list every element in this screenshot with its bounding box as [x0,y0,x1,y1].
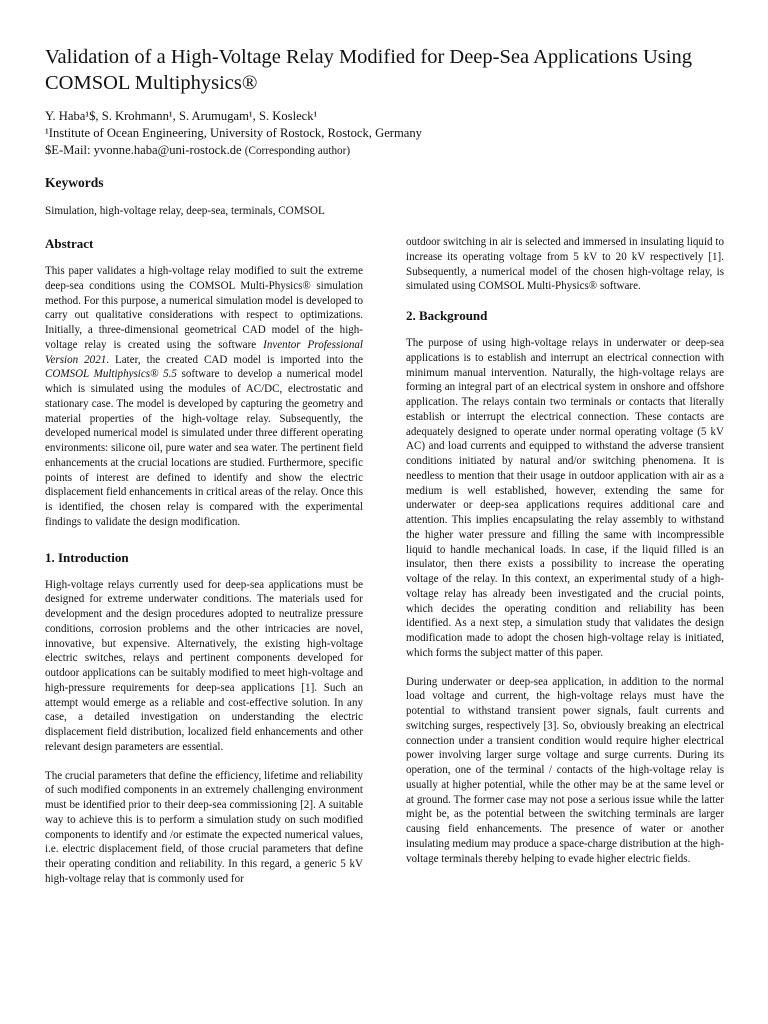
introduction-paragraph-2: The crucial parameters that define the efficiency, lifetime and reliability of such modified components in an extremely challenging environment must be identified prior to their deep-sea commissioning [2]. A suitable way to achieve this is to perform a simulation study on such modified components to identify and /or estimate the expected numerical values, i.e. electric displacement field, of those crucial parameters that define their operating condition and reliability. In this regard, a generic 5 kV high-voltage relay that is commonly used for [45,769,363,885]
abstract-software-2: COMSOL Multiphysics® 5.5 [45,368,177,381]
background-paragraph-2: During underwater or deep-sea application, in addition to the normal load voltage and current, the high-voltage relays must have the potential to withstand transient power signals, fault currents and switching surges, respectively [3]. So, obviously breaking an electrical connection under a transient condition would require higher electrical power involving larger surge voltage and surge currents. During its operation, one of the terminal / contacts of the high-voltage relay is usually at higher potential, while the other may be at the same level or at ground. The former case may not pose a serious issue while the latter might be, as the potential between the switching terminals are larger causing field enhancements. The presence of water or another insulating medium may produce a space-charge distribution at the high-voltage terminals thereby helping to evade higher electric fields. [406,675,724,865]
abstract-text-3: software to develop a numerical model which is simulated using the modules of AC/DC, electrostatic and stationary case. The model is developed by capturing the geometry and material properties of the high-voltage relay. Subsequently, the developed numerical model is simulated under three different operating environments: silicone oil, pure water and sea water. The pertinent field enhancements at the crucial locations are studied. Furthermore, specific points of interest are defined to identify and show the electric displacement field enhancements in critical areas of the relay. Once this is identified, the chosen relay is compared with the experimental findings to validate the design modification. [45,368,363,528]
introduction-paragraph-1: High-voltage relays currently used for deep-sea applications must be designed for extreme underwater conditions. The materials used for development and the design procedures adopted to neutralize pressure conditions, corrosion problems and the other intricacies are novel, innovative, but expensive. Alternatively, the existing high-voltage electric switches, relays and pertinent components developed for outdoor applications can be suitably modified to meet high-voltage and high-pressure requirements for deep-sea applications [1]. Such an attempt would emerge as a reliable and cost-effective solution. In any case, a detailed investigation on understanding the electric displacement field distribution, localized field enhancements and other relevant design parameters are essential. [45,578,363,753]
keywords-heading: Keywords [45,175,104,190]
corresponding-email [45,142,422,160]
paper-title: Validation of a High-Voltage Relay Modified for Deep-Sea Applications Using COMSOL Multiphysics® [45,46,692,94]
left-column [45,236,363,901]
email-note: (Corresponding author) [244,145,351,157]
abstract-software-1: Inventor Professional Version 2021 [45,338,363,366]
affiliation: ¹Institute of Ocean Engineering, University of Rostock, Rostock, Germany [45,126,422,140]
email-text: $E-Mail: yvonne.haba@uni-rostock.de [45,143,242,157]
background-heading: 2. Background [406,308,488,323]
abstract-paragraph [45,264,363,530]
introduction-paragraph-2-continued: outdoor switching in air is selected and immersed in insulating liquid to increase its operating voltage from 5 kV to 20 kV respectively [1]. Subsequently, a numerical model of the chosen high-voltage relay, is simulated using COMSOL Multi-Physics® software. [406,236,724,293]
abstract-text-2: . Later, the created CAD model is imported into the [106,353,363,366]
abstract-heading: Abstract [45,236,94,251]
right-column [406,235,724,880]
keywords-text: Simulation, high-voltage relay, deep-sea, terminals, COMSOL [45,205,325,217]
abstract-text-1: This paper validates a high-voltage relay modified to suit the extreme deep-sea conditions using the COMSOL Multi-Physics® simulation method. For this purpose, a numerical simulation model is developed to carry out qualitative considerations with respect to optimizations. Initially, a three-dimensional geometrical CAD model of the high-voltage relay is created using the software [45,265,363,351]
background-paragraph-1: The purpose of using high-voltage relays in underwater or deep-sea applications is to establish and interrupt an electrical connection with minimum manual intervention. Naturally, the high-voltage relays are forming an integral part of an electrical system in onshore and offshore application. The relays contain two terminals or contacts that literally establish or interrupt the electrical connection. These contacts are adequately designed to operate under normal operating voltage (5 kV AC) and load currents and equipped to withstand the adverse transient conditions initiated by natural and/or switching phenomena. It is needless to mention that their usage in outdoor application with air as a medium is well established, however, extending the same for underwater or deep-sea applications requires additional care and attention. This implies encapsulating the relay assembly to withstand the higher water pressure and filling the same with incompressible liquid to handle mechanical loads. In case, if the liquid filled is an insulator, then there exists a possibility to increase the operating voltage of the relay. In this context, an experimental study of a high-voltage relay has already been investigated and the crucial points, which decides the operating condition and reliability has been identified. As a next step, a simulation study that validates the design modification made to adopt the chosen high-voltage relay is initiated, which forms the subject matter of this paper. [406,337,724,659]
author-list: Y. Haba¹$, S. Krohmann¹, S. Arumugam¹, S. Kosleck¹ [45,109,318,123]
introduction-heading: 1. Introduction [45,549,129,565]
author-block [45,108,422,160]
